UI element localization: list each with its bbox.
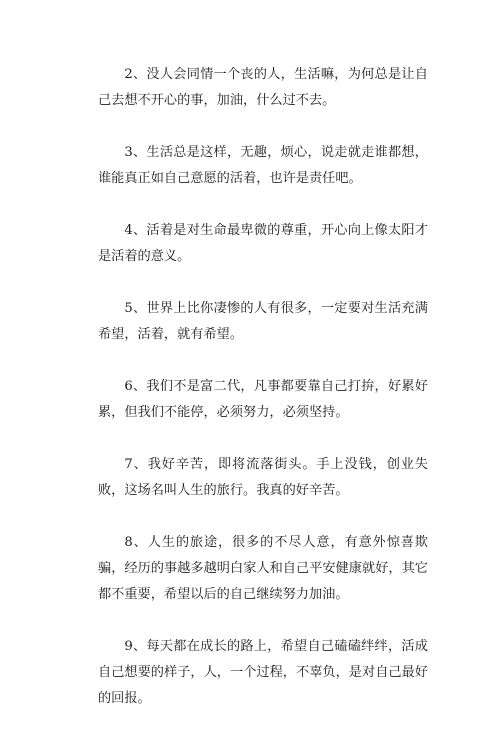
paragraph-list <box>98 62 428 738</box>
paragraph-2: 2、没人会同情一个丧的人，生活嘛，为何总是让自己去想不开心的事，加油，什么过不去。 <box>98 67 428 108</box>
paragraph-5: 5、世界上比你凄惨的人有很多，一定要对生活充满希望，活着，就有希望。 <box>98 301 428 342</box>
paragraph-9: 9、每天都在成长的路上，希望自己磕磕绊绊，活成自己想要的样子，人，一个过程，不辜负，是对自己最好的回报。 <box>98 639 428 706</box>
paragraph-3: 3、生活总是这样，无趣，烦心，说走就走谁都想，谁能真正如自己意愿的活着，也许是责任吧。 <box>98 145 428 186</box>
paragraph-7: 7、我好辛苦，即将流落街头。手上没钱，创业失败，这场名叫人生的旅行。我真的好辛苦。 <box>98 457 428 498</box>
paragraph-8: 8、人生的旅途，很多的不尽人意，有意外惊喜欺骗，经历的事越多越明白家人和自己平安健康就好，其它都不重要，希望以后的自己继续努力加油。 <box>98 535 428 602</box>
paragraph-6: 6、我们不是富二代，凡事都要靠自己打拚，好累好累，但我们不能停，必须努力，必须坚持。 <box>98 379 428 420</box>
paragraph-4: 4、活着是对生命最卑微的尊重，开心向上像太阳才是活着的意义。 <box>98 223 428 264</box>
